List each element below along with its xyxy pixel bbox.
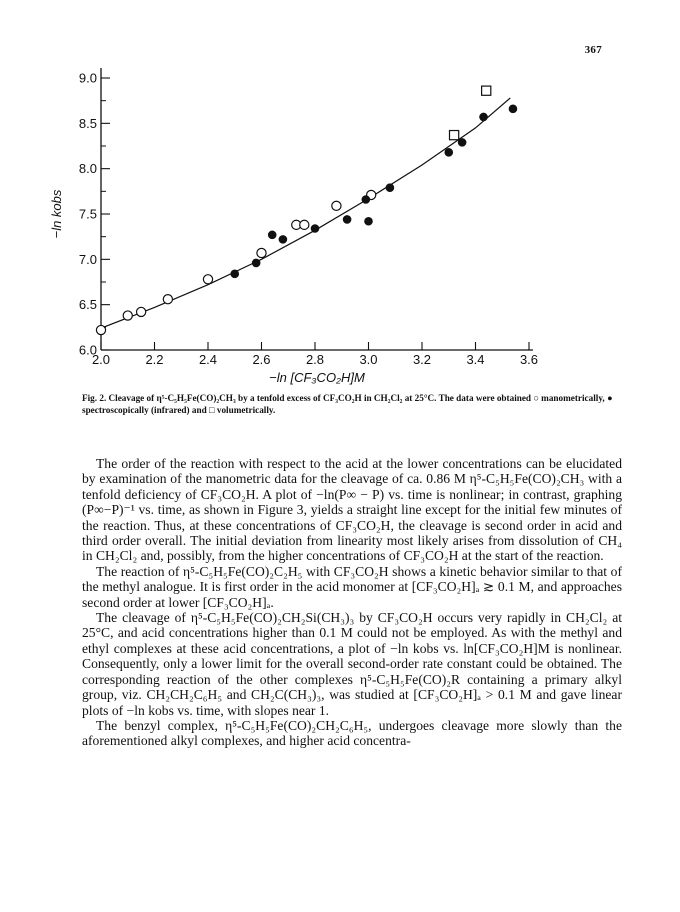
x-tick-label: 3.2 [412,352,432,367]
data-point-filled-circle [445,149,453,157]
x-tick-label: 2.0 [91,352,111,367]
data-point-filled-circle [480,113,488,121]
x-axis-label: −ln [CF₃CO₂H]M [269,370,365,385]
x-tick-label: 3.0 [359,352,378,367]
data-point-open-circle [137,307,146,316]
data-point-open-circle [163,295,172,304]
y-tick-label: 6.5 [78,297,97,313]
data-point-open-circle [96,325,105,334]
data-point-open-circle [332,201,341,210]
data-point-open-circle [203,275,212,284]
data-point-open-circle [257,248,266,257]
x-tick-label: 3.4 [466,352,485,367]
figure-2 [0,0,680,400]
x-tick-label: 2.6 [252,352,271,367]
x-tick-label: 2.4 [198,352,218,367]
figure-caption: Fig. 2. Cleavage of η⁵-C₅H₅Fe(CO)₂CH₃ by a tenfold excess of CF₃CO₂H in CH₂Cl₂ at 25°C. The data were obtained ○ manometrically, ● spectroscopically (infrared) and □ volumetrically. [82,393,613,415]
y-tick-label: 7.5 [78,206,97,222]
data-point-filled-circle [231,270,239,278]
data-point-filled-circle [268,231,276,239]
data-point-filled-circle [311,225,319,233]
data-point-filled-circle [458,139,466,147]
data-point-open-square [482,86,491,95]
y-tick-label: 8.5 [78,115,97,131]
x-tick-label: 3.6 [519,352,539,367]
data-point-filled-circle [362,196,370,204]
y-tick-label: 9.0 [78,70,97,86]
data-point-filled-circle [343,216,351,224]
paragraph: The reaction of η⁵-C₅H₅Fe(CO)₂C₂H₅ with CF₃CO₂H shows a kinetic behavior similar to that of the methyl analogue. It is first order in the acid monomer at [CF₃CO₂H]ₐ ≳ 0.1 M, and approaches second order at lower [CF₃CO₂H]ₐ. [82,563,622,610]
data-point-filled-circle [509,105,517,113]
y-tick-label: 7.0 [78,251,97,267]
data-point-filled-circle [252,259,260,267]
page-number: 367 [584,44,602,56]
paragraph: The cleavage of η⁵-C₅H₅Fe(CO)₂CH₂Si(CH₃)₃ by CF₃CO₂H occurs very rapidly in CH₂Cl₂ at 25°C, and acid concentrations higher than 0.1 M could not be employed. As with the methyl and ethyl complexes at these acid concentrations, a plot of −ln kobs vs. ln[CF₃CO₂H]M is nonlinear. Consequently, only a lower limit for the overall second-order rate constant could be obtained. The corresponding reaction of the other complexes η⁵-C₅H₅Fe(CO)₂R containing a primary alkyl group, viz. CH₂CH₂C₆H₅ and CH₂C(CH₃)₃, was studied at [CF₃CO₂H]ₐ > 0.1 M and gave linear plots of −ln kobs vs. time, with slopes near 1. [82,610,622,718]
y-tick-label: 8.0 [78,161,97,177]
data-point-filled-circle [279,236,287,244]
data-point-filled-circle [386,184,394,192]
y-axis-label: −ln kobs [49,189,64,239]
paragraph: The order of the reaction with respect to the acid at the lower concentrations can be elucidated by examination of the manometric data for the cleavage of ca. 0.86 M η⁵-C₅H₅Fe(CO)₂CH₃ with a tenfold deficiency of CF₃CO₂H. A plot of −ln(P∞ − P) vs. time is nonlinear; in contrast, graphing (P∞−P)⁻¹ vs. time, as shown in Figure 3, yields a straight line except for the initial few minutes of the reaction. Thus, at these concentrations of CF₃CO₂H, the cleavage is second order in acid and third order overall. The initial deviation from linearity most likely arises from dissolution of CH₄ in CH₂Cl₂ and, possibly, from the higher concentrations of CF₃CO₂H at the start of the reaction. [82,456,622,564]
data-point-open-circle [123,311,132,320]
body-text [82,456,622,749]
scatter-chart [0,0,680,400]
y-tick-label: 6.0 [78,342,97,358]
x-tick-label: 2.8 [305,352,325,367]
data-point-open-square [450,131,459,140]
data-point-open-circle [300,220,309,229]
x-tick-label: 2.2 [145,352,164,367]
paragraph: The benzyl complex, η⁵-C₅H₅Fe(CO)₂CH₂C₆H₅, undergoes cleavage more slowly than the aforementioned alkyl complexes, and higher acid concentra- [82,717,622,749]
data-point-filled-circle [365,217,373,225]
